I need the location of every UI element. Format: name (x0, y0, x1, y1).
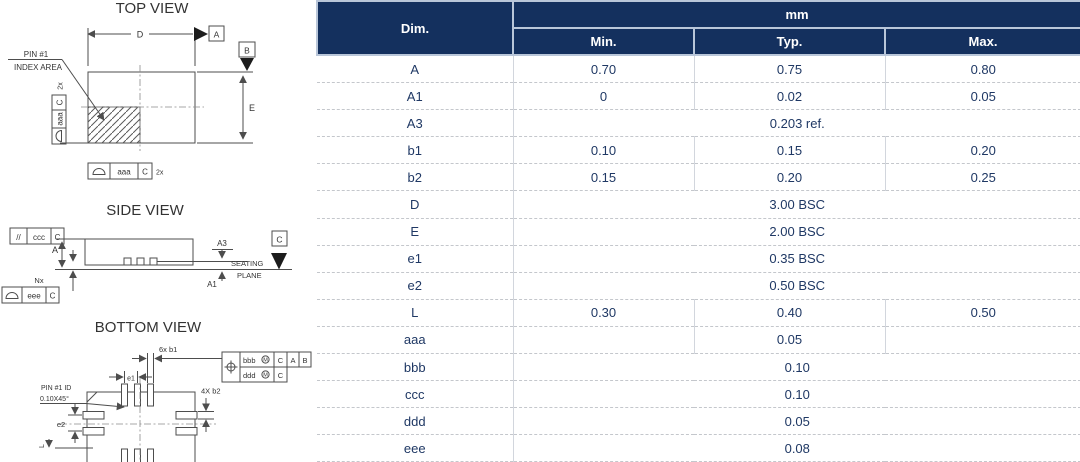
typ-cell: 0.15 (694, 137, 885, 164)
fcf-bottom-datum: C (142, 167, 148, 177)
pin1-id-leader (40, 404, 124, 408)
table-row (317, 55, 1080, 83)
fcf-parallelism (10, 228, 64, 244)
pin1-note-line2: INDEX AREA (13, 63, 63, 72)
pin1-index-hatch (88, 107, 140, 143)
fcf-position (222, 352, 311, 382)
dim-cell: D (317, 191, 513, 218)
dim-e2-label: e2 (56, 420, 66, 429)
dim-l-label: L (39, 444, 46, 448)
side-leads (124, 258, 157, 265)
dim-cell: ccc (317, 381, 513, 408)
fcf-bbb-d3: B (302, 355, 308, 365)
table-row (317, 110, 1080, 137)
table-row (317, 218, 1080, 245)
dim-cell: aaa (317, 326, 513, 353)
typ-cell: 0.02 (694, 83, 885, 110)
nx-label: Nx (34, 276, 44, 285)
header-unit: mm (513, 1, 1080, 28)
header-max: Max. (885, 28, 1080, 55)
fcf-bbb-mod: M (263, 357, 268, 364)
dim-cell: A1 (317, 83, 513, 110)
datum-a-arrow (194, 27, 208, 41)
typ-cell: 0.75 (694, 55, 885, 83)
max-cell: 0.25 (885, 164, 1080, 191)
dim-cell: ddd (317, 408, 513, 435)
table-row (317, 299, 1080, 326)
pin1-chamfer-line (87, 392, 97, 402)
profile-surface-icon (93, 169, 105, 175)
fcf-ddd-tol: ddd (243, 370, 256, 380)
package-drawing (0, 0, 316, 462)
fcf-top-bottom (88, 163, 164, 179)
fcf-left-datum: C (55, 99, 65, 106)
min-cell: 0.15 (513, 164, 694, 191)
dim-a-label: A (51, 245, 58, 255)
table-row (317, 164, 1080, 191)
datum-a-label: A (213, 29, 220, 40)
value-cell: 0.203 ref. (513, 110, 1080, 137)
value-cell: 0.35 BSC (513, 245, 1080, 272)
datum-b-label: B (244, 45, 250, 56)
typ-cell: 0.40 (694, 299, 885, 326)
fcf-ccc-datum: C (54, 233, 61, 242)
dim-cell: e1 (317, 245, 513, 272)
min-cell: 0.30 (513, 299, 694, 326)
dim-cell: A3 (317, 110, 513, 137)
table-row (317, 191, 1080, 218)
header-typ: Typ. (694, 28, 885, 55)
bottom-view-title: BOTTOM VIEW (94, 319, 202, 336)
dim-b2-label: 4X b2 (201, 386, 221, 396)
dim-cell: E (317, 218, 513, 245)
value-cell: 0.05 (513, 408, 1080, 435)
side-view-title: SIDE VIEW (106, 202, 184, 219)
fcf-left-tol: aaa (55, 112, 65, 126)
table-row (317, 326, 1080, 353)
min-cell: 0 (513, 83, 694, 110)
fcf-ccc-tol: ccc (33, 233, 45, 242)
fcf-eee-datum: C (49, 291, 56, 301)
max-cell (885, 326, 1080, 353)
fcf-bottom-count: 2x (156, 169, 164, 177)
max-cell: 0.80 (885, 55, 1080, 83)
table-row (317, 245, 1080, 272)
table-row (317, 435, 1080, 462)
table-row (317, 272, 1080, 299)
value-cell: 3.00 BSC (513, 191, 1080, 218)
value-cell: 2.00 BSC (513, 218, 1080, 245)
fcf-bbb-d2: A (290, 355, 296, 365)
typ-cell: 0.05 (694, 326, 885, 353)
dim-cell: b1 (317, 137, 513, 164)
table-header (317, 1, 1080, 55)
fcf-left-count: 2x (57, 82, 65, 90)
dim-cell: b2 (317, 164, 513, 191)
dim-e-label: E (249, 103, 256, 113)
table-row (317, 381, 1080, 408)
value-cell: 0.50 BSC (513, 272, 1080, 299)
dimensions-table-wrap (316, 0, 1080, 462)
position-icon (225, 361, 238, 374)
chamfer-label: 0.10X45° (40, 396, 69, 403)
package-dimensions-table (316, 0, 1080, 462)
fcf-bbb-d1: C (277, 355, 284, 365)
header-dim: Dim. (317, 1, 513, 55)
dim-cell: e2 (317, 272, 513, 299)
dim-a1-label: A1 (207, 280, 217, 289)
seating-plane-label2: PLANE (237, 271, 262, 280)
dim-cell: L (317, 299, 513, 326)
top-view-title: TOP VIEW (115, 0, 189, 17)
table-row (317, 83, 1080, 110)
datum-b-arrow (240, 58, 254, 71)
dim-b1-label: 6x b1 (159, 345, 178, 354)
min-cell: 0.10 (513, 137, 694, 164)
datum-c-arrow (271, 253, 287, 270)
value-cell: 0.08 (513, 435, 1080, 462)
dim-d-label: D (136, 29, 144, 40)
side-view (2, 202, 292, 303)
dim-cell: bbb (317, 354, 513, 381)
max-cell: 0.50 (885, 299, 1080, 326)
typ-cell: 0.20 (694, 164, 885, 191)
parallelism-icon: // (16, 233, 21, 242)
fcf-ddd-mod: M (263, 372, 268, 379)
pin1-note-line1: PIN #1 (23, 50, 49, 59)
seating-plane-label1: SEATING (231, 259, 264, 268)
value-cell: 0.10 (513, 354, 1080, 381)
profile-surface-icon (56, 131, 61, 142)
profile-surface-icon (6, 293, 18, 299)
fcf-eee (2, 287, 59, 303)
top-view (8, 0, 255, 179)
dim-a3-label: A3 (217, 239, 227, 248)
table-row (317, 408, 1080, 435)
table-row (317, 137, 1080, 164)
bottom-view (39, 319, 311, 462)
datum-c-label: C (276, 234, 283, 245)
dim-e1-label: e1 (127, 375, 135, 383)
package-drawing-area (0, 0, 316, 462)
max-cell: 0.20 (885, 137, 1080, 164)
fcf-bbb-tol: bbb (243, 355, 256, 365)
min-cell: 0.70 (513, 55, 694, 83)
value-cell: 0.10 (513, 381, 1080, 408)
max-cell: 0.05 (885, 83, 1080, 110)
min-cell (513, 326, 694, 353)
fcf-top-left (52, 82, 66, 144)
fcf-eee-tol: eee (27, 291, 41, 301)
dim-cell: A (317, 55, 513, 83)
fcf-bottom-tol: aaa (117, 167, 131, 177)
pin1-leader (62, 60, 104, 121)
pin1-id-label: PIN #1 ID (41, 385, 72, 392)
header-min: Min. (513, 28, 694, 55)
dim-cell: eee (317, 435, 513, 462)
fcf-ddd-d1: C (277, 370, 284, 380)
table-row (317, 354, 1080, 381)
